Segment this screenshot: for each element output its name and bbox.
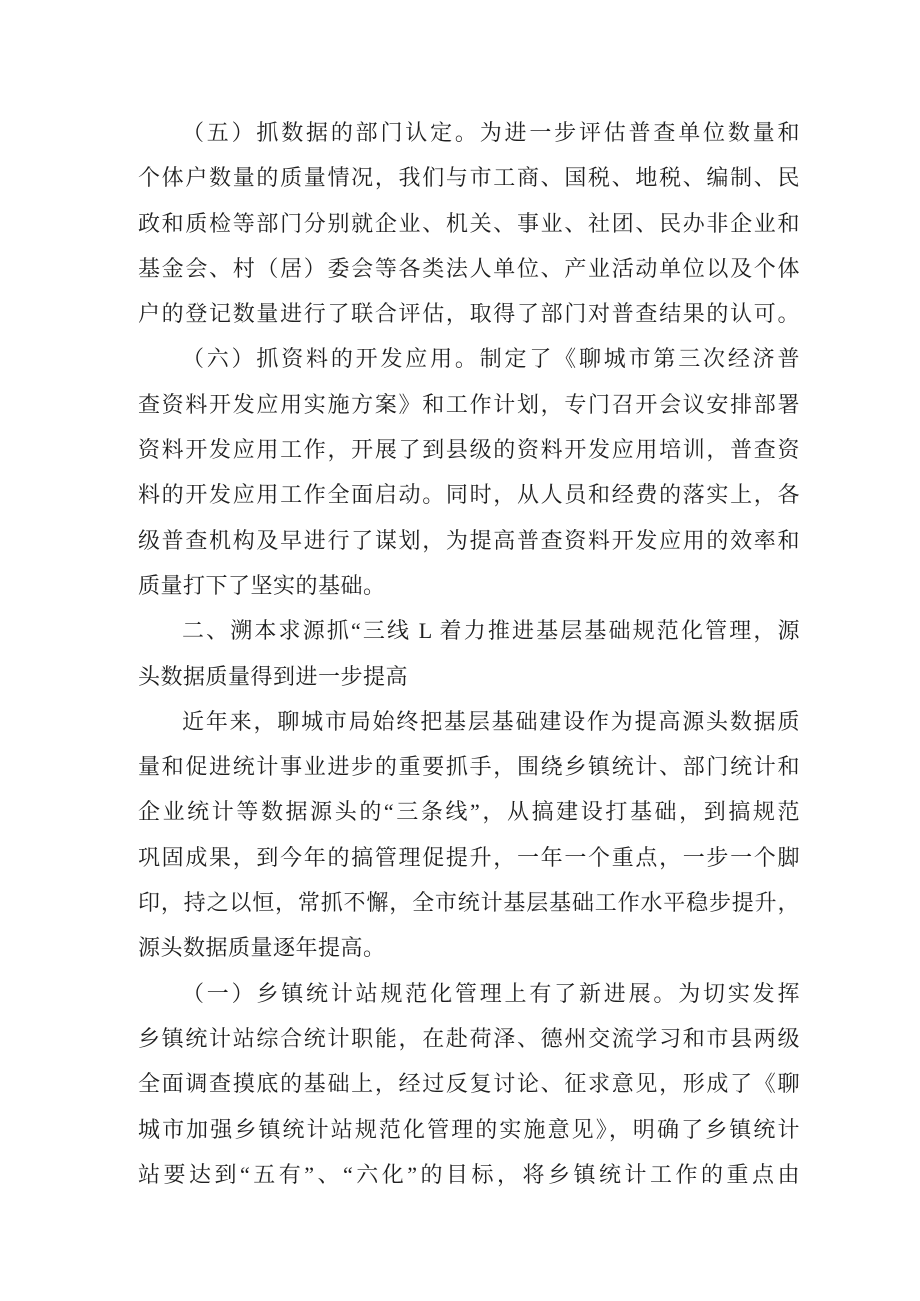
- heading-line: 二、溯本求源抓“三线 L 着力推进基层基础规范化管理，源: [182, 618, 800, 644]
- text-line: 户的登记数量进行了联合评估，取得了部门对普查结果的认可。: [138, 301, 800, 327]
- text-line: 城市加强乡镇统计站规范化管理的实施意见》，明确了乡镇统计: [138, 1116, 800, 1142]
- text-line: 基金会、村（居）委会等各类法人单位、产业活动单位以及个体: [138, 255, 800, 281]
- text-line: 巩固成果，到今年的搞管理促提升，一年一个重点，一步一个脚: [138, 844, 800, 870]
- heading-line: 头数据质量得到进一步提高: [138, 663, 409, 689]
- text-line: 印，持之以恒，常抓不懈，全市统计基层基础工作水平稳步提升，: [138, 890, 800, 916]
- text-line: 全面调查摸底的基础上，经过反复讨论、征求意见，形成了《聊: [138, 1071, 800, 1097]
- text-line: （五）抓数据的部门认定。为进一步评估普查单位数量和: [182, 120, 800, 145]
- section-heading-2: [138, 608, 800, 699]
- text-line: 企业统计等数据源头的“三条线”，从搞建设打基础，到搞规范: [138, 799, 800, 825]
- text-line: 级普查机构及早进行了谋划，为提高普查资料开发应用的效率和: [138, 527, 800, 553]
- text-line: 源头数据质量逐年提高。: [138, 935, 386, 961]
- paragraph-item-1-township-station-progress: [138, 971, 800, 1197]
- text-line: （六）抓资料的开发应用。制定了《聊城市第三次经济普: [182, 346, 800, 372]
- text-line: 料的开发应用工作全面启动。同时，从人员和经费的落实上，各: [138, 482, 800, 508]
- paragraph-item-6-data-development: [138, 336, 800, 608]
- text-line: （一）乡镇统计站规范化管理上有了新进展。为切实发挥: [182, 980, 800, 1006]
- text-line: 查资料开发应用实施方案》和工作计划，专门召开会议安排部署: [138, 391, 800, 417]
- text-line: 资料开发应用工作，开展了到县级的资料开发应用培训，普查资: [138, 437, 800, 463]
- paragraph-item-5-department-confirmation: [138, 110, 800, 336]
- paragraph-recent-years-foundation: [138, 699, 800, 971]
- text-line: 个体户数量的质量情况，我们与市工商、国税、地税、编制、民: [138, 165, 800, 191]
- text-line: 政和质检等部门分别就企业、机关、事业、社团、民办非企业和: [138, 210, 800, 236]
- text-line: 质量打下了坚实的基础。: [138, 572, 386, 598]
- text-line: 量和促进统计事业进步的重要抓手，围绕乡镇统计、部门统计和: [138, 754, 800, 780]
- text-line: 近年来，聊城市局始终把基层基础建设作为提高源头数据质: [182, 708, 800, 734]
- text-line: 乡镇统计站综合统计职能，在赴荷泽、德州交流学习和市县两级: [138, 1025, 800, 1051]
- text-line: 站要达到“五有”、“六化”的目标，将乡镇统计工作的重点由: [138, 1161, 800, 1187]
